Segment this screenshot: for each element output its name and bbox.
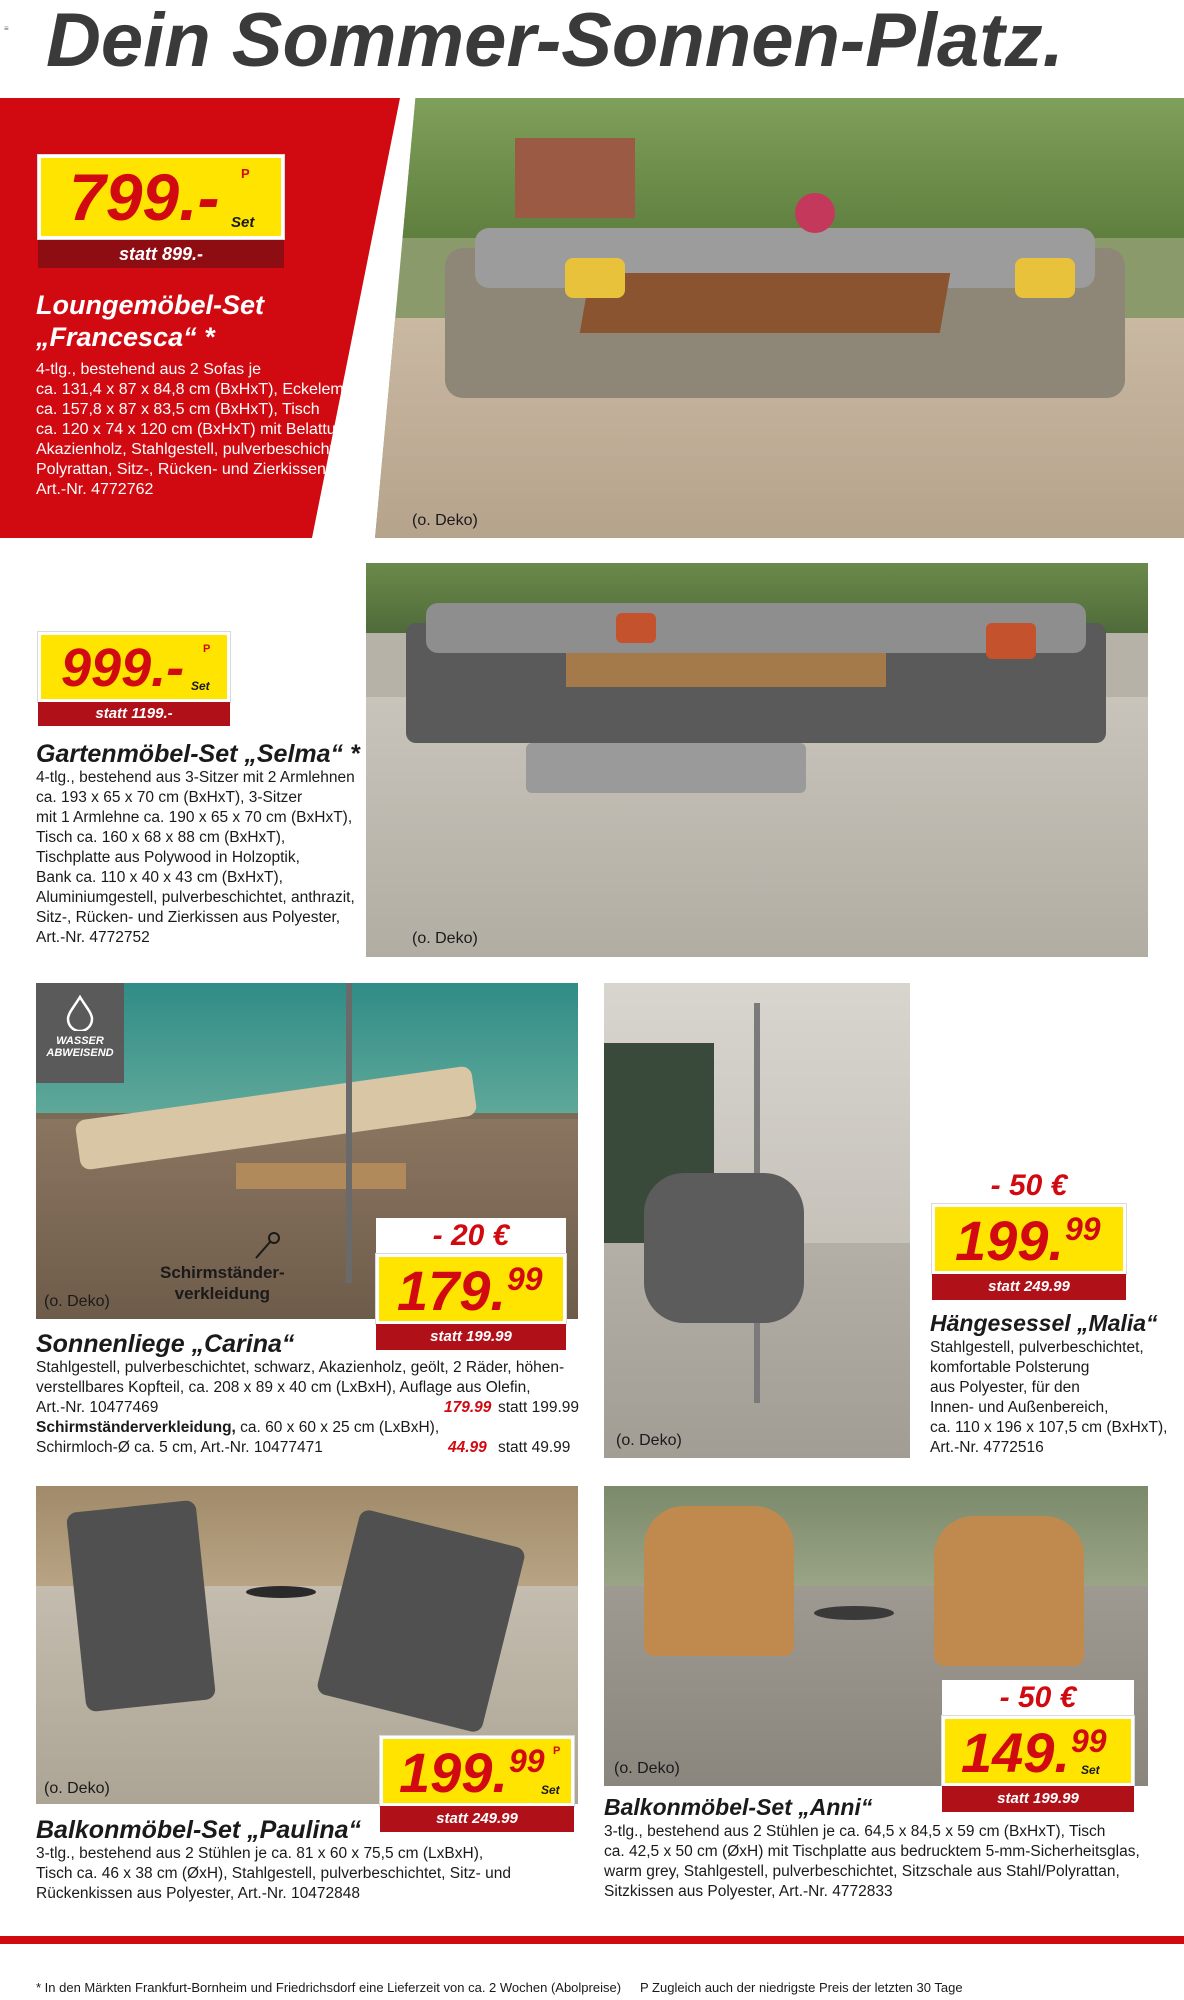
francesca-desc-line: ca. 131,4 x 87 x 84,8 cm (BxHxT), Eckelement (36, 381, 366, 398)
selma-price-sup: P (203, 643, 211, 655)
francesca-description (36, 360, 384, 500)
callout-line-1: Schirmständer- (160, 1263, 285, 1282)
carina-deko-note: (o. Deko) (44, 1293, 110, 1310)
paulina-desc-line: 3-tlg., bestehend aus 2 Stühlen je ca. 81 x 60 x 75,5 cm (LxBxH), (36, 1845, 484, 1862)
anni-price-cents: 99 (1071, 1723, 1107, 1759)
callout-pin-icon (252, 1230, 282, 1260)
anni-desc-line: 3-tlg., bestehend aus 2 Stühlen je ca. 64,5 x 84,5 x 59 cm (BxHxT), Tisch (604, 1823, 1106, 1840)
carina-inline-statt-2: statt 49.99 (498, 1439, 571, 1456)
francesca-desc-line: ca. 157,8 x 87 x 83,5 cm (BxHxT), Tisch (36, 401, 320, 418)
paulina-price-sup: P (553, 1745, 561, 1757)
anni-title: Balkonmöbel-Set „Anni“ (604, 1794, 873, 1820)
carina-art-nr: Art.-Nr. 10477469 (36, 1399, 159, 1416)
selma-desc-line: mit 1 Armlehne ca. 190 x 65 x 70 cm (BxHxT), (36, 809, 353, 826)
paulina-statt-price: statt 249.99 (380, 1806, 574, 1832)
carina-desc-bold: Schirmständerverkleidung, (36, 1419, 236, 1436)
selma-unit: Set (191, 679, 210, 693)
paulina-price-main: 199. (399, 1741, 508, 1804)
callout-line-2: verkleidung (174, 1284, 271, 1303)
malia-discount: - 50 € (932, 1168, 1126, 1204)
francesca-desc-line: Akazienholz, Stahlgestell, pulverbeschichtet, (36, 441, 352, 458)
selma-price-box (38, 632, 230, 702)
malia-desc-line: Stahlgestell, pulverbeschichtet, (930, 1339, 1144, 1356)
carina-description (36, 1358, 582, 1458)
anni-desc-line: ca. 42,5 x 50 cm (ØxH) mit Tischplatte aus bedrucktem 5-mm-Sicherheitsglas, (604, 1843, 1140, 1860)
francesca-title-2: „Francesca“ * (36, 322, 215, 352)
anni-deko-note: (o. Deko) (614, 1760, 680, 1777)
footer-note-lowest-price: P Zugleich auch der niedrigste Preis der letzten 30 Tage (640, 1980, 963, 1995)
paulina-desc-line: Rückenkissen aus Polyester, Art.-Nr. 10472848 (36, 1885, 360, 1902)
selma-desc-line: 4-tlg., bestehend aus 3-Sitzer mit 2 Armlehnen (36, 769, 355, 786)
carina-art-nr-2: Schirmloch-Ø ca. 5 cm, Art.-Nr. 10477471 (36, 1439, 323, 1456)
selma-desc-line: Tisch ca. 160 x 68 x 88 cm (BxHxT), (36, 829, 286, 846)
carina-desc-line: Stahlgestell, pulverbeschichtet, schwarz, Akazienholz, geölt, 2 Räder, höhen- (36, 1359, 565, 1376)
francesca-desc-line: Polyrattan, Sitz-, Rücken- und Zierkissen, (36, 461, 331, 478)
francesca-unit: Set (231, 214, 255, 231)
carina-title: Sonnenliege „Carina“ (36, 1330, 295, 1358)
carina-price-cents: 99 (507, 1261, 543, 1297)
anni-price-main: 149. (961, 1721, 1070, 1784)
carina-desc-line (36, 1418, 582, 1438)
anni-price-box (942, 1716, 1134, 1786)
malia-deko-note: (o. Deko) (616, 1432, 682, 1449)
selma-price: 999.- (61, 638, 185, 698)
paulina-title: Balkonmöbel-Set „Paulina“ (36, 1816, 362, 1844)
carina-desc-line (36, 1398, 582, 1418)
badge-line-2: ABWEISEND (46, 1047, 114, 1059)
page-corner-mark: ≡ (4, 24, 9, 33)
francesca-desc-line: ca. 120 x 74 x 120 cm (BxHxT) mit Belattung aus (36, 421, 384, 438)
francesca-photo (375, 98, 1184, 538)
francesca-price-sup: P (241, 166, 250, 181)
carina-price-box (376, 1254, 566, 1324)
malia-price-cents: 99 (1065, 1211, 1101, 1247)
anni-unit: Set (1081, 1763, 1100, 1777)
malia-desc-line: aus Polyester, für den (930, 1379, 1080, 1396)
paulina-price-box (380, 1736, 574, 1806)
paulina-unit: Set (541, 1783, 560, 1797)
francesca-statt-price: statt 899.- (38, 240, 284, 268)
anni-desc-line: Sitzkissen aus Polyester, Art.-Nr. 4772833 (604, 1883, 893, 1900)
anni-discount: - 50 € (942, 1680, 1134, 1716)
selma-desc-line: Bank ca. 110 x 40 x 43 cm (BxHxT), (36, 869, 283, 886)
anni-description (604, 1822, 1140, 1902)
selma-desc-line: Sitz-, Rücken- und Zierkissen aus Polyester, (36, 909, 341, 926)
carina-desc-line (36, 1438, 582, 1458)
francesca-title-1: Loungemöbel-Set (36, 290, 264, 320)
selma-title: Gartenmöbel-Set „Selma“ * (36, 740, 360, 768)
footer-note-delivery: * In den Märkten Frankfurt-Bornheim und Friedrichsdorf eine Lieferzeit von ca. 2 Wochen (Abolpreise) (36, 1980, 622, 1995)
carina-desc-dims: ca. 60 x 60 x 25 cm (LxBxH), (235, 1419, 440, 1436)
malia-desc-line: komfortable Polsterung (930, 1359, 1090, 1376)
malia-desc-line: Innen- und Außenbereich, (930, 1399, 1109, 1416)
carina-statt-price: statt 199.99 (376, 1324, 566, 1350)
selma-deko-note: (o. Deko) (412, 930, 478, 947)
paulina-price-cents: 99 (509, 1743, 545, 1779)
selma-desc-line: Tischplatte aus Polywood in Holzoptik, (36, 849, 300, 866)
paulina-description (36, 1844, 511, 1904)
francesca-desc-line: Art.-Nr. 4772762 (36, 481, 154, 498)
carina-inline-statt: statt 199.99 (498, 1399, 580, 1416)
selma-photo (366, 563, 1148, 957)
water-repellent-badge (36, 983, 124, 1083)
footer-red-rule (0, 1936, 1184, 1944)
malia-desc-line: ca. 110 x 196 x 107,5 cm (BxHxT), (930, 1419, 1168, 1436)
badge-line-1: WASSER (56, 1035, 104, 1047)
carina-inline-price: 179.99 (444, 1399, 492, 1416)
francesca-price-box (38, 155, 284, 239)
carina-callout (160, 1262, 285, 1304)
malia-statt-price: statt 249.99 (932, 1274, 1126, 1300)
francesca-desc-line: 4-tlg., bestehend aus 2 Sofas je (36, 361, 262, 378)
selma-statt-price: statt 1199.- (38, 702, 230, 726)
selma-desc-line: ca. 193 x 65 x 70 cm (BxHxT), 3-Sitzer (36, 789, 303, 806)
malia-price-box (932, 1204, 1126, 1274)
anni-statt-price: statt 199.99 (942, 1786, 1134, 1812)
malia-desc-line: Art.-Nr. 4772516 (930, 1439, 1044, 1456)
paulina-deko-note: (o. Deko) (44, 1780, 110, 1797)
water-drop-icon (66, 995, 94, 1031)
page-headline: Dein Sommer-Sonnen-Platz. (46, 0, 1064, 83)
carina-desc-line: verstellbares Kopfteil, ca. 208 x 89 x 40 cm (LxBxH), Auflage aus Olefin, (36, 1379, 531, 1396)
francesca-price: 799.- (69, 160, 220, 234)
malia-title: Hängesessel „Malia“ (930, 1310, 1158, 1336)
anni-desc-line: warm grey, Stahlgestell, pulverbeschichtet, Sitzschale aus Stahl/Polyrattan, (604, 1863, 1120, 1880)
carina-discount: - 20 € (376, 1218, 566, 1254)
francesca-deko-note: (o. Deko) (412, 512, 478, 529)
selma-description (36, 768, 355, 948)
selma-desc-line: Art.-Nr. 4772752 (36, 929, 150, 946)
carina-price-main: 179. (397, 1259, 506, 1322)
carina-inline-price-2: 44.99 (448, 1439, 487, 1456)
selma-desc-line: Aluminiumgestell, pulverbeschichtet, anthrazit, (36, 889, 355, 906)
paulina-desc-line: Tisch ca. 46 x 38 cm (ØxH), Stahlgestell, pulverbeschichtet, Sitz- und (36, 1865, 511, 1882)
malia-description (930, 1338, 1167, 1458)
malia-price-main: 199. (955, 1209, 1064, 1272)
malia-photo (604, 983, 910, 1458)
